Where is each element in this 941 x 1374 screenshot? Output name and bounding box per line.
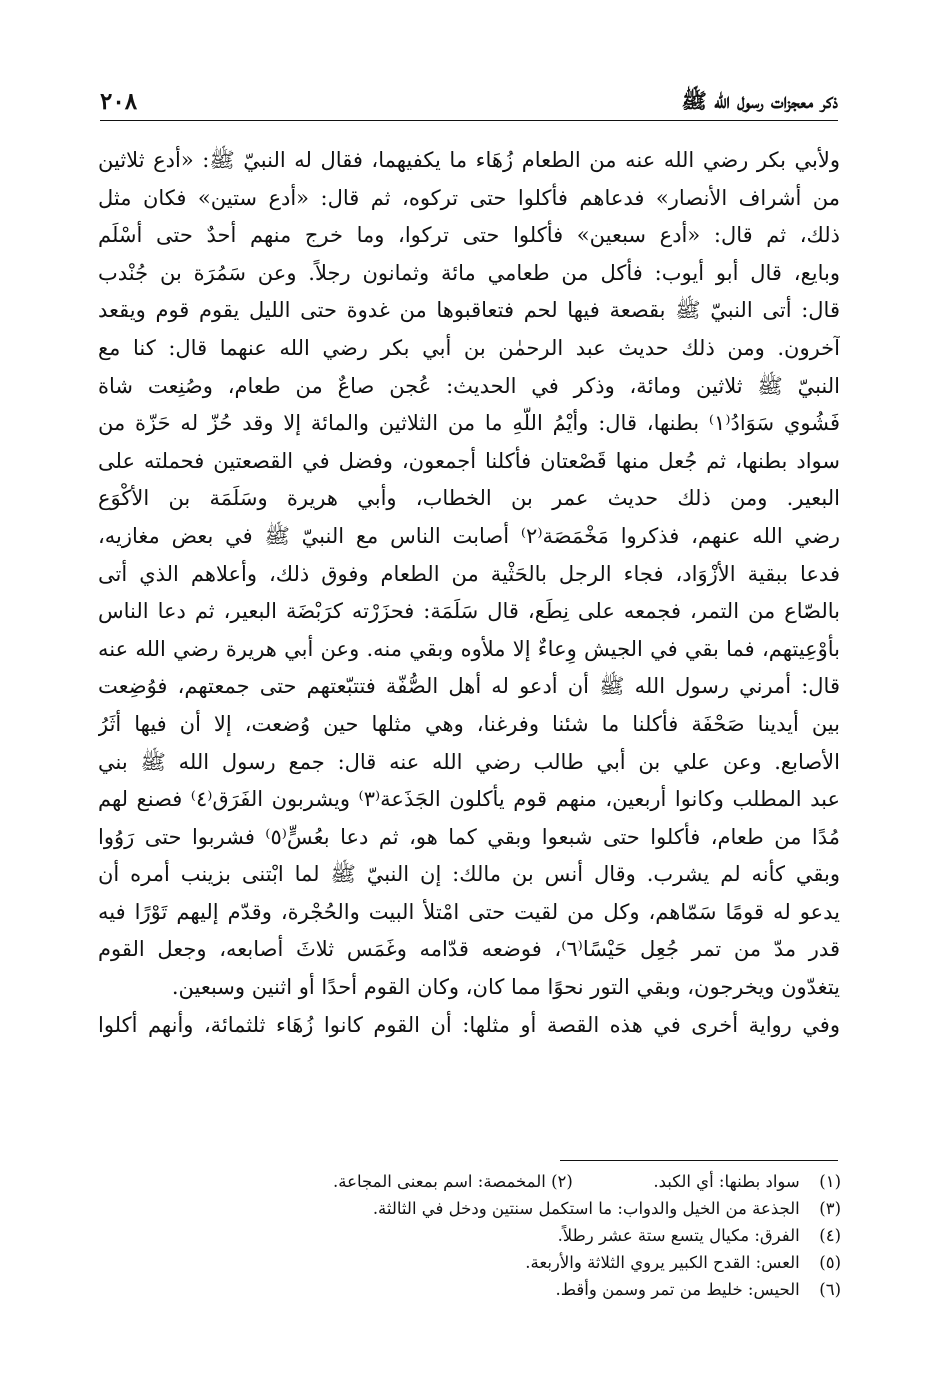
footnote-text: سواد بطنها: أي الكبد.	[653, 1172, 800, 1191]
text-line: بالصّاع من التمر، فجمعه على نِطَع، قال سَلَمَة: فحزَرْته كرَبْضَة البعير، ثم دعا الناس	[98, 599, 840, 624]
text-line: قال: أتى النبيّ ﷺ بقصعة فيها لحم فتعاقبوها من غدوة حتى الليل يقوم قوم ويقعد	[98, 298, 840, 323]
text-line: رضي الله عنهم، فذكروا مَخْمَصَة⁽٢⁾ أصابت الناس مع النبيّ ﷺ في بعض مغازيه،	[98, 523, 840, 548]
text-line: سواد بطنها، ثم جُعل منها قَصْعتان فأكلنا أجمعون، وفضل في القصعتين فحملته على	[98, 448, 840, 473]
text-line: الأصابع. وعن علي بن أبي طالب رضي الله عنه قال: جمع رسول الله ﷺ بني	[98, 749, 840, 774]
text-line: بأوْعِيتهم، فما بقي في الجيش وِعاءٌ إلا ملأوه وبقي منه. وعن أبي هريرة رضي الله عنه	[98, 636, 840, 661]
text-line: النبيّ ﷺ ثلاثين ومائة، وذكر في الحديث: عُجن صاعٌ من طعام، وصُنِعت شاة	[98, 373, 840, 398]
main-text	[98, 142, 840, 1044]
footnote-number: (٦)	[819, 1280, 841, 1299]
text-line: قال: أمرني رسول الله ﷺ أن أدعو له أهل الصُّفّة فتتبّعتهم حتى جمعتهم، فوُضِعت	[98, 674, 840, 699]
footnote-number: (٣)	[819, 1199, 841, 1218]
text-line: وبقي كأنه لم يشرب. وقال أنس بن مالك: إن النبيّ ﷺ لما ابْتنى بزينب أمره أن	[98, 862, 840, 887]
footnote	[101, 1222, 841, 1249]
text-line: قدر مدّ من تمر جُعِل حَيْسًا⁽٦⁾، فوضعه قدّامه وغَمَس ثلاثَ أصابعه، وجعل القوم	[98, 937, 840, 962]
text-line: يدعو له قومًا سَمّاهم، وكل من لقيت حتى امْتلأ البيت والحُجْرة، وقدّم إليهم تَوْرًا فيه	[98, 899, 840, 924]
text-line: بين أيدينا صَحْفَة فأكلنا ما شئنا وفرغنا، وهي مثلها حين وُضعت، إلا أن فيها أثَرُ	[98, 711, 840, 736]
footnote	[101, 1195, 841, 1222]
footnote-text: المخمصة: اسم بمعنى المجاعة.	[333, 1172, 546, 1191]
text-line: وفي رواية أخرى في هذه القصة أو مثلها: أن القوم كانوا زُهَاء ثلثمائة، وأنهم أكلوا	[98, 1012, 840, 1037]
text-line: البعير. ومن ذلك حديث عمر بن الخطاب، وأبي هريرة وسَلَمَة بن الأكْوَع	[98, 486, 840, 511]
running-header	[100, 84, 838, 121]
footnote-text: الجذعة من الخيل والدواب: ما استكمل سنتين ودخل في الثالثة.	[372, 1199, 800, 1218]
footnote	[101, 1276, 841, 1303]
footnote-number: (٥)	[819, 1253, 841, 1272]
text-line: مُدًا من طعام، فأكلوا حتى شبعوا وبقي كما هو، ثم دعا بعُسٍّ⁽٥⁾ فشربوا حتى رَوُوا	[98, 824, 840, 849]
footnotes	[101, 1168, 841, 1303]
footnote-number: (٤)	[819, 1226, 841, 1245]
page-number: ٢٠٨	[100, 88, 138, 115]
text-line: فدعا ببقية الأزْوَاد، فجاء الرجل بالحَثْية من الطعام وفوق ذلك، وأعلاهم الذي أتى	[98, 561, 840, 586]
footnote-separator	[560, 1160, 838, 1161]
text-line: وبايع، قال أبو أيوب: فأكل من طعامي مائة وثمانون رجلاً. وعن سَمُرَة بن جُنْدب	[98, 260, 840, 285]
text-line: آخرون. ومن ذلك حديث عبد الرحمٰن بن أبي بكر رضي الله عنهما قال: كنا مع	[98, 335, 840, 360]
footnote-text: الفرق: مكيال يتسع ستة عشر رطلاً.	[557, 1226, 800, 1245]
text-line: ولأبي بكر رضي الله عنه من الطعام زُهَاء ما يكفيهما، فقال له النبيّ ﷺ: «أدع ثلاثين	[98, 148, 840, 172]
text-line: عبد المطلب وكانوا أربعين، منهم قوم يأكلون الجَذَعة⁽٣⁾ ويشربون الفَرَق⁽٤⁾ فصنع لهم	[98, 787, 840, 812]
footnote-number: (٢)	[551, 1172, 573, 1191]
footnote-number: (١)	[819, 1172, 841, 1191]
text-line: ذلك، ثم قال: «أدع سبعين» فأكلوا حتى تركوا، وما خرج منهم أحدٌ حتى أسْلَم	[98, 223, 840, 248]
text-line: من أشراف الأنصار» فدعاهم فأكلوا حتى تركوه، ثم قال: «أدع ستين» فكان مثل	[98, 185, 840, 210]
footnote-text: الحيس: خليط من تمر وسمن وأقط.	[555, 1280, 800, 1299]
text-line: فَشُوي سَوَادُ⁽١⁾ بطنها، قال: وأيْمُ اللّهِ ما من الثلاثين والمائة إلا وقد حُزّ له حَزّة من	[98, 411, 840, 436]
footnote	[101, 1168, 841, 1195]
footnote	[101, 1249, 841, 1276]
header-title: ذكر معجزات رسول الله ﷺ	[681, 88, 838, 113]
footnote-text: العس: القدح الكبير يروي الثلاثة والأربعة.	[525, 1253, 800, 1272]
text-line: يتغدّون ويخرجون، وبقي التور نحوًا مما كان، وكان القوم أحدًا أو اثنين وسبعين.	[171, 975, 840, 1000]
